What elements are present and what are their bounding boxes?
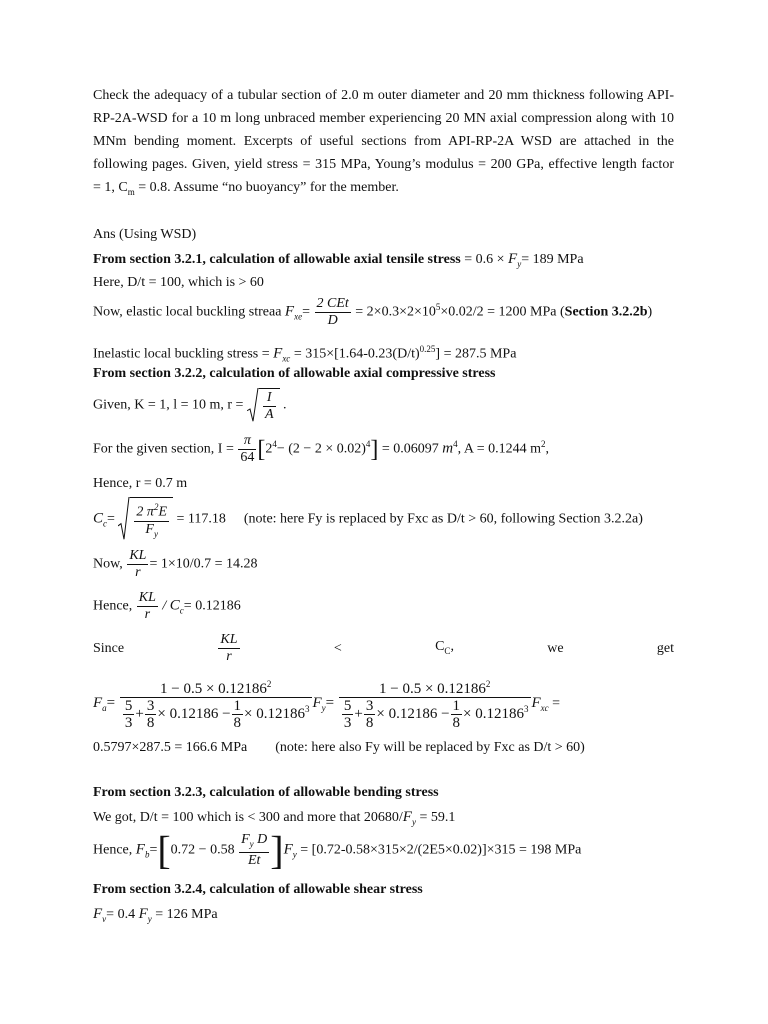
fa-equation: $F_a=$ $1 - 0.5 \times 0.12186^2$ $\frac{5}{3}$ + $\frac{3}{8}$ × 0.12186 − $\frac{1}{8}$ × $0.12186^3$ $F_y=$ $1 - 0.5 \times 0.12186^2$ $\frac{5}{3}$ + $\frac{3}{8}$ × 0.12186 − $\frac{1}{8}$ × $0.12186^3$ $F_{xc}$ = [93,676,560,731]
compressive-heading: From section 3.2.2, calculation of allowable axial compressive stress [93,366,496,381]
shear-heading: From section 3.2.4, calculation of allowable shear stress [93,882,423,897]
bending-heading: From section 3.2.3, calculation of allowable bending stress [93,785,439,800]
ratio-line: Hence, $\frac{KL}{r}$ / $C_c= 0.12186$ [93,590,241,622]
fa-fraction-1: $1 - 0.5 \times 0.12186^2$ $\frac{5}{3}$ + $\frac{3}{8}$ × 0.12186 − $\frac{1}{8}$ × $0.12186^3$ [120,676,312,731]
slenderness-line: Now, $\frac{KL}{r}$ = 1×10/0.7 = 14.28 [93,548,258,580]
given-line: Given, K = 1, l = 10 m, r = $\frac{I}{A}$ . [93,390,287,422]
answer-heading: Ans (Using WSD) [93,227,197,242]
sqrt-i-over-a: $\frac{I}{A}$ [247,388,280,423]
fa-fraction-2: $1 - 0.5 \times 0.12186^2$ $\frac{5}{3}$ + $\frac{3}{8}$ × 0.12186 − $\frac{1}{8}$ × $0.12186^3$ [339,676,531,731]
since-line: Since $\frac{KL}{r}$ < $C_C$, we get [93,632,674,664]
problem-line-5: = 1, $C_m = 0.8$. Assume “no buoyancy” for the member. [93,180,399,197]
sqrt-cc: $\frac{2 \pi^2E}{F_y}$ [118,497,173,541]
problem-line-2: RP-2A-WSD for a 10 m long unbraced member experiencing 20 MN axial compression along with 10 [93,111,674,126]
bending-got-line: We got, D/t = 100 which is < 300 and more that $20680/F_y = 59.1$ [93,809,456,827]
inertia-line: For the given section, I = $\frac{\pi}{64}$ $[2^4- (2 - 2 \times 0.02)^4] = 0.06097$ $m^4$, A = 0.1244 $m^2$, [93,433,549,465]
elastic-buckling-line: Now, elastic local buckling streaa $F_{xe}=$ $\frac{\text{2 CEt}}{D}$ = $2\times 0.3\times 2\times 10^5\times 0.02/2 = 1200$ MPa (Section 3.2.2b) [93,296,653,328]
problem-line-4: following pages. Given, yield stress = 315 MPa, Young’s modulus = 200 GPa, effective length factor [93,157,674,172]
problem-line-1: Check the adequacy of a tubular section of 2.0 m outer diameter and 20 mm thickness following API- [93,88,674,103]
problem-line-3: MNm bending moment. Excerpts of useful sections from API-RP-2A WSD are attached in the [93,134,674,149]
radius-line: Hence, r = 0.7 m [93,476,188,491]
fb-line: Hence, $F_b=[0.72 - 0.58$ $\frac{F_y D}{Et}$ ]$F_y = [0.72-0.58\times 315\times 2/(2E5\times 0.02)]\times 315 = 198$ MPa [93,827,582,873]
elastic-fraction: $\frac{\text{2 CEt}}{D}$ [316,296,349,328]
tensile-line: From section 3.2.1, calculation of allowable axial tensile stress = $0.6 \times F_y= 189$ MPa [93,251,584,269]
dt-line: Here, D/t = 100, which is > 60 [93,275,264,290]
fa-result-line: 0.5797×287.5 = 166.6 MPa (note: here also Fy will be replaced by Fxc as D/t > 60) [93,740,585,755]
inelastic-buckling-line: Inelastic local buckling stress = $F_{xc} = 315\times[1.64-0.23(D/t)^{0.25}] = 287.5$ MPa [93,344,517,364]
cc-line: $C_c=$ $\frac{2 \pi^2E}{F_y}$ = 117.18 (note: here Fy is replaced by Fxc as D/t > 60, following Section 3.2.2a) [93,497,643,541]
fv-line: $F_v= 0.4$ $F_y = 126$ MPa [93,906,218,924]
